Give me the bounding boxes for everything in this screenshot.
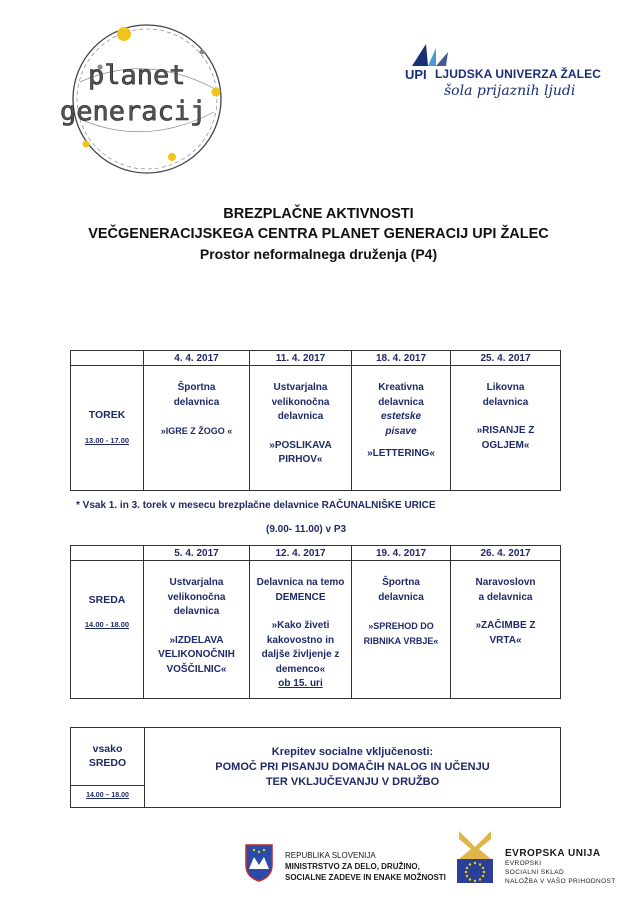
weekly-line-1: Krepitev socialne vključenosti: [271,746,434,758]
wednesday-activity-4 [451,561,561,699]
eu-sub-3: NALOŽBA V VAŠO PRIHODNOST [505,878,616,885]
weekly-day-line-2: SREDO [88,757,127,769]
day-name: TOREK [88,408,126,421]
day-time: 14.00 - 18.00 [84,619,130,629]
tuesday-activity-1 [144,366,250,491]
activity-name: delavnica [378,591,424,603]
wednesday-day-cell [71,561,144,699]
rs-line-3: SOCIALNE ZADEVE IN ENAKE MOŽNOSTI [285,873,446,882]
weekly-day-cell [71,728,145,808]
wednesday-date-3: 19. 4. 2017 [352,546,451,561]
wednesday-activity-3 [352,561,451,699]
activity-name: Naravoslovn [475,577,536,588]
wednesday-activity-row [71,561,561,699]
activity-topic: RIBNIKA VRBJE« [363,635,439,646]
wednesday-activity-2 [250,561,352,699]
logo-word-planet: planet [88,60,186,91]
rs-line-2: MINISTRSTVO ZA DELO, DRUŽINO, [285,862,420,871]
rs-line-1: REPUBLIKA SLOVENIJA [285,851,376,860]
activity-topic: VOŠČILNIC« [166,663,227,675]
document-title [0,204,637,264]
activity-topic: daljše življenje z [261,649,340,660]
activity-name: Kreativna [378,382,424,393]
title-line-3: Prostor neformalnega druženja (P4) [199,246,438,262]
activity-name: delavnica [173,606,220,617]
activity-topic: VRTA« [489,634,522,646]
note-line-2: (9.00- 11.00) v P3 [266,524,347,535]
activity-topic: »Kako živeti [271,620,330,631]
eu-sub-1: EVROPSKI [505,860,542,867]
activity-topic: »ZAČIMBE Z [475,620,536,631]
activity-name: delavnica [277,411,324,422]
activity-name: velikonočna [271,396,330,408]
tuesday-date-row [71,351,561,366]
activity-name: Delavnica na temo [256,577,345,588]
tuesday-date-3: 18. 4. 2017 [352,351,451,366]
wednesday-activity-1 [144,561,250,699]
empty-header-cell [71,546,144,561]
activity-name: Športna [177,382,216,393]
tuesday-date-4: 25. 4. 2017 [451,351,561,366]
title-line-1: BREZPLAČNE AKTIVNOSTI [223,206,414,222]
tuesday-activity-2 [250,366,352,491]
weekly-day-line-1: vsako [92,743,123,755]
wednesday-schedule-table [70,545,561,699]
day-name: SREDA [88,594,126,606]
activity-name: a delavnica [478,591,533,603]
weekly-support-row [71,728,561,808]
ministry-text [285,850,446,883]
wednesday-date-2: 12. 4. 2017 [250,546,352,561]
wednesday-date-1: 5. 4. 2017 [144,546,250,561]
computer-lessons-note [70,499,610,537]
upi-wing-icon [410,42,450,68]
weekly-line-3: TER VKLJUČEVANJU V DRUŽBO [265,776,440,788]
weekly-line-2: POMOČ PRI PISANJU DOMAČIH NALOG IN UČENJU [215,761,490,773]
activity-topic: OGLJEM« [481,439,530,451]
upi-logo [402,42,612,102]
weekly-time: 14.00 – 18.00 [86,792,129,799]
activity-name: delavnica [482,396,529,408]
weekly-support-description [145,728,561,808]
activity-name: Ustvarjalna [169,577,224,588]
activity-extra: estetske [380,411,422,422]
note-line-1: * Vsak 1. in 3. torek v mesecu brezplačne delavnice RAČUNALNIŠKE URICE [76,500,436,511]
upi-word: UPI [405,67,427,82]
activity-topic: demenco« [275,663,326,675]
activity-name: Športna [382,577,420,588]
wednesday-date-row [71,546,561,561]
weekly-support-table [70,727,561,808]
activity-name: velikonočna [167,591,226,603]
planet-generacij-logo [52,12,242,187]
activity-time-note: ob 15. uri [278,678,323,689]
activity-topic: kakovostno in [266,634,335,646]
wednesday-date-4: 26. 4. 2017 [451,546,561,561]
tuesday-date-2: 11. 4. 2017 [250,351,352,366]
tuesday-schedule-table [70,350,561,491]
tuesday-day-cell [71,366,144,491]
empty-header-cell [71,351,144,366]
tuesday-date-1: 4. 4. 2017 [144,351,250,366]
activity-name: delavnica [378,396,424,408]
eu-text [505,848,625,886]
eu-sub-2: SOCIALNI SKLAD [505,869,565,876]
activity-topic: »LETTERING« [367,448,435,459]
upi-motto: šola prijaznih ljudi [444,83,576,99]
activity-topic: »POSLIKAVA [269,439,332,451]
tuesday-activity-4 [451,366,561,491]
activity-name: Ustvarjalna [273,382,328,393]
eu-social-fund-icon [455,829,495,887]
tuesday-activity-row [71,366,561,491]
title-line-2: VEČGENERACIJSKEGA CENTRA PLANET GENERACIJ UPI ŽALEC [88,226,549,242]
activity-topic: PIRHOV« [278,454,323,465]
tuesday-activity-3 [352,366,451,491]
activity-name: Likovna [486,382,525,393]
activity-name: DEMENCE [275,591,326,603]
activity-topic: »IZDELAVA [169,634,224,646]
activity-extra: pisave [385,425,417,437]
activity-topic: »RISANJE Z [476,425,535,436]
eu-title: EVROPSKA UNIJA [505,848,601,859]
activity-topic: »SPREHOD DO [368,621,434,631]
day-time: 13.00 - 17.00 [84,436,130,445]
logo-word-generacij: generacij [60,96,207,127]
activity-topic: VELIKONOČNIH [158,649,235,660]
activity-topic: »IGRE Z ŽOGO « [160,426,233,436]
upi-name: LJUDSKA UNIVERZA ŽALEC [435,67,601,81]
slovenia-coat-of-arms-icon [244,843,274,883]
activity-name: delavnica [173,396,220,408]
